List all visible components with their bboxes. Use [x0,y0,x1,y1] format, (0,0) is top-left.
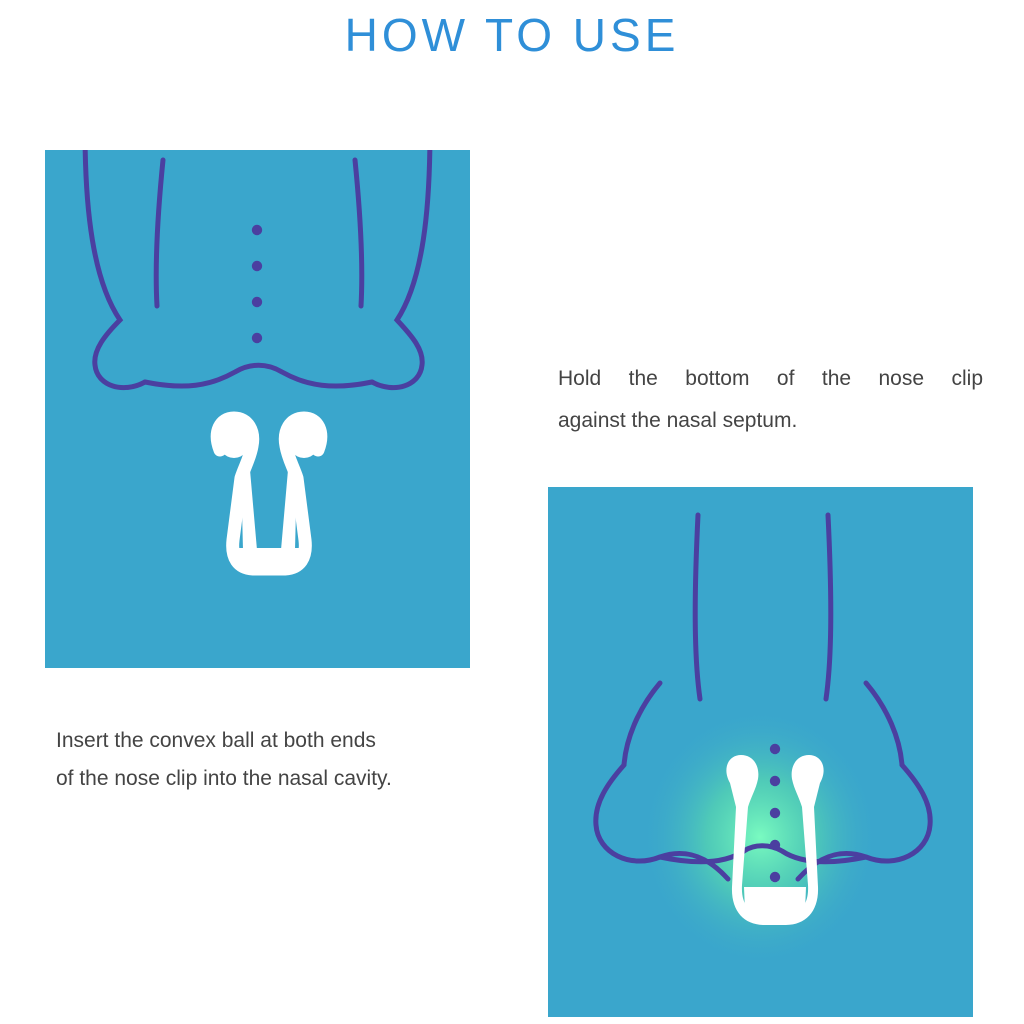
illustration-panel-step-1 [45,150,470,668]
caption-step-1 [56,722,496,798]
nose-clip-body-fill [238,470,300,568]
caption-step-2-line-2: against the nasal septum. [558,409,798,432]
caption-step-2 [558,358,983,442]
green-glow [640,707,880,967]
caption-step-2-line-1: Hold the bottom of the nose clip [558,367,983,390]
page-title: HOW TO USE [344,9,680,61]
nose-clip-balls [217,418,321,458]
caption-step-1-line-2: of the nose clip into the nasal cavity. [56,767,392,790]
nose-clip-in-place-illustration [548,487,973,1017]
septum-dotted-line [252,225,262,343]
illustration-panel-step-2 [548,487,973,1017]
nose-clip-insert-illustration [45,150,470,668]
caption-step-1-line-1: Insert the convex ball at both ends [56,729,376,752]
